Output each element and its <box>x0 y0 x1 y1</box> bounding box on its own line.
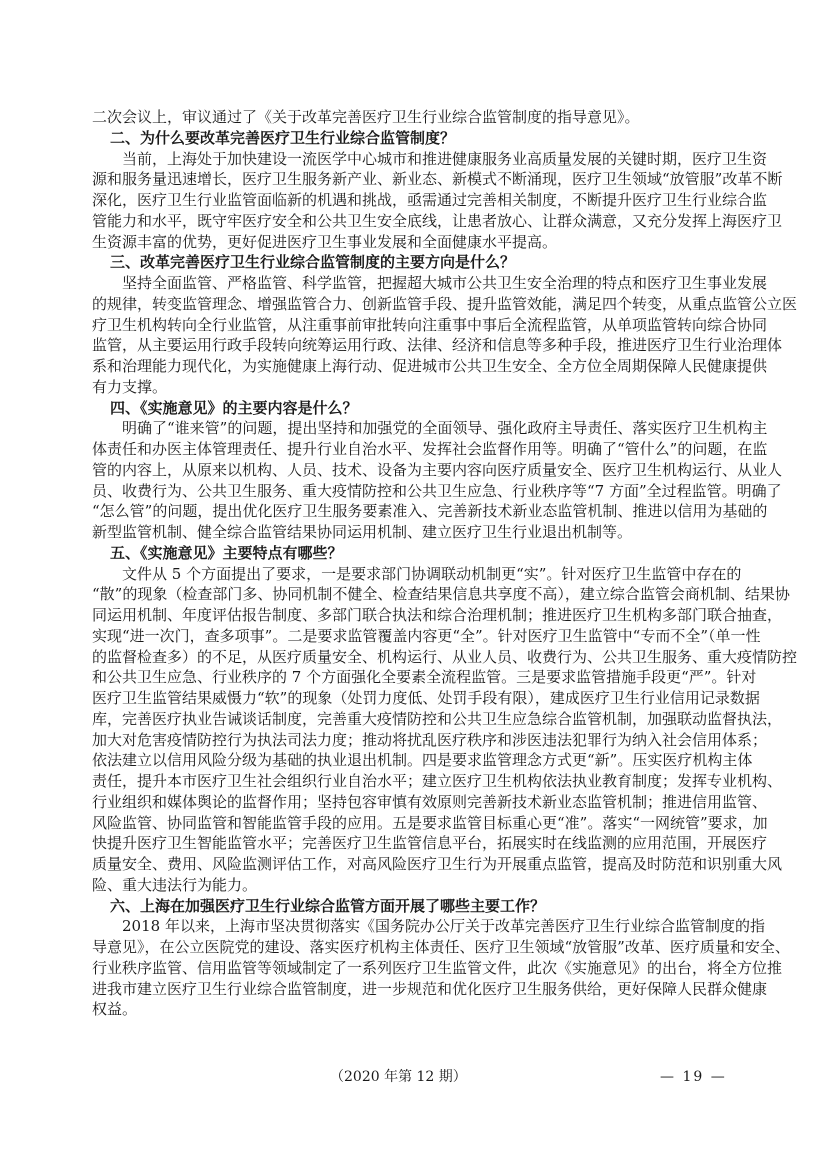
text-line: 权益。 <box>92 1000 138 1019</box>
text-line: 同运用机制、年度评估报告制度、多部门联合执法和综合治理机制；推进医疗卫生机构多部门联合抽查， <box>92 606 783 624</box>
section-heading: 二、为什么要改革完善医疗卫生行业综合监管制度？ <box>110 128 456 147</box>
text-line: 员、收费行为、公共卫生服务、重大疫情防控和公共卫生应急、行业秩序等“7 方面”全过程监管。明确了 <box>92 481 782 500</box>
text-line: 风险监管、协同监管和智能监管手段的应用。五是要求监管目标重心更“准”。落实“一网统管”要求，加 <box>92 813 768 832</box>
paragraph <box>92 418 783 543</box>
text-line: 库，完善医疗执业告诫谈话制度，完善重大疫情防控和公共卫生应急综合监管机制，加强联动监督执法， <box>92 709 783 728</box>
text-line: 系和治理能力现代化，为实施健康上海行动、促进城市公共卫生安全、全方位全周期保障人民健康提供 <box>92 357 768 375</box>
text-line: 加大对危害疫情防控行为执法司法力度；推动将扰乱医疗秩序和涉医违法犯罪行为纳入社会信用体系； <box>92 730 768 749</box>
paragraph <box>92 273 798 398</box>
paragraph <box>92 149 783 253</box>
paragraph <box>92 916 790 1020</box>
text-line: 疗卫生机构转向全行业监管，从注重事前审批转向注重事中事后全流程监管，从单项监管转向综合协同 <box>92 315 768 334</box>
document-body <box>92 107 798 1020</box>
text-line: 医疗卫生监管结果威慑力“软”的现象（处罚力度低、处罚手段有限），建成医疗卫生行业信用记录数据 <box>92 689 760 707</box>
text-line: 深化，医疗卫生行业监管面临新的机遇和挑战，亟需通过完善相关制度，不断提升医疗卫生行业综合监 <box>92 191 768 209</box>
section-heading: 四、《实施意见》的主要内容是什么？ <box>110 398 358 417</box>
text-line: 行业组织和媒体舆论的监督作用；坚持包容审慎有效原则完善新技术新业态监管机制；推进信用监管、 <box>92 792 768 811</box>
text-line: 进我市建立医疗卫生行业综合监管制度，进一步规范和优化医疗卫生服务供给，更好保障人民群众健康 <box>92 979 768 998</box>
text-line: 当前，上海处于加快建设一流医学中心城市和推进健康服务业高质量发展的关键时期，医疗卫生资 <box>122 149 768 168</box>
text-line: 依法建立以信用风险分级为基础的执业退出机制。四是要求监管理念方式更“新”。压实医疗机构主体 <box>92 751 753 770</box>
text-line: 新型监管机制、健全综合监管结果协同运用机制、建立医疗卫生行业退出机制等。 <box>92 523 633 541</box>
text-line: “怎么管”的问题，提出优化医疗卫生服务要素准入、完善新技术新业态监管机制、推进以信用为基础的 <box>92 502 768 521</box>
section-heading: 六、上海在加强医疗卫生行业综合监管方面开展了哪些主要工作？ <box>110 896 546 915</box>
text-line: 文件从 5 个方面提出了要求，一是要求部门协调联动机制更“实”。针对医疗卫生监管中存在的 <box>122 564 742 583</box>
text-line: 生资源丰富的优势，更好促进医疗卫生事业发展和全面健康水平提高。 <box>92 232 558 251</box>
text-line: 责任，提升本市医疗卫生社会组织行业自治水平；建立医疗卫生机构依法执业教育制度；发挥专业机构、 <box>92 772 783 790</box>
text-line: 体责任和办医主体管理责任、提升行业自治水平、发挥社会监督作用等。明确了“管什么”的问题，在监 <box>92 440 768 458</box>
text-line: 实现“进一次门，查多项事”。二是要求监管覆盖内容更“全”。针对医疗卫生监管中“专而不全”（单一性 <box>92 626 761 645</box>
issue-label: （2020 年第 12 期） <box>330 1069 467 1085</box>
text-line: 险、重大违法行为能力。 <box>92 875 258 894</box>
text-line: 快提升医疗卫生智能监管水平；完善医疗卫生监管信息平台，拓展实时在线监测的应用范围，开展医疗 <box>92 834 768 853</box>
paragraph <box>92 564 798 896</box>
text-line: 2018 年以来，上海市坚决贯彻落实《国务院办公厅关于改革完善医疗卫生行业综合监管制度的指 <box>122 917 765 936</box>
page-footer <box>0 1066 827 1088</box>
text-line: 坚持全面监管、严格监管、科学监管，把握超大城市公共卫生安全治理的特点和医疗卫生事业发展 <box>122 274 768 292</box>
text-line: 管的内容上，从原来以机构、人员、技术、设备为主要内容向医疗质量安全、医疗卫生机构运行、从业人 <box>92 460 783 479</box>
page-number: — 19 — <box>660 1069 727 1085</box>
text-line: “散”的现象（检查部门多、协同机制不健全、检查结果信息共享度不高），建立综合监管会商机制、结果协 <box>92 585 790 604</box>
text-line: 监管，从主要运用行政手段转向统筹运用行政、法律、经济和信息等多种手段，推进医疗卫生行业治理体 <box>92 336 783 355</box>
text-line: 明确了“谁来管”的问题，提出坚持和加强党的全面领导、强化政府主导责任、落实医疗卫生机构主 <box>122 419 768 438</box>
text-line: 导意见》，在公立医院党的建设、落实医疗机构主体责任、医疗卫生领域“放管服”改革、医疗质量和安全、 <box>92 938 790 956</box>
text-line: 源和服务量迅速增长，医疗卫生服务新产业、新业态、新模式不断涌现，医疗卫生领域“放管服”改革不断 <box>92 170 783 189</box>
text-line: 行业秩序监管、信用监管等领域制定了一系列医疗卫生监管文件，此次《实施意见》的出台，将全方位推 <box>92 958 783 977</box>
paragraph <box>92 107 735 128</box>
section-heading: 五、《实施意见》主要特点有哪些？ <box>110 543 343 562</box>
text-line: 二次会议上，审议通过了《关于改革完善医疗卫生行业综合监管制度的指导意见》。 <box>92 108 640 126</box>
text-line: 和公共卫生应急、行业秩序的 7 个方面强化全要素全流程监管。三是要求监管措施手段更“严”。针对 <box>92 668 757 687</box>
text-line: 有力支撑。 <box>92 377 168 396</box>
section-heading: 三、改革完善医疗卫生行业综合监管制度的主要方向是什么？ <box>110 253 516 272</box>
text-line: 质量安全、费用、风险监测评估工作，对高风险医疗卫生行为开展重点监管，提高及时防范和识别重大风 <box>92 855 783 873</box>
text-line: 的规律，转变监管理念、增强监管合力、创新监管手段、提升监管效能，满足四个转变，从重点监管公立医 <box>92 294 798 313</box>
text-line: 的监督检查多）的不足，从医疗质量安全、机构运行、从业人员、收费行为、公共卫生服务、重大疫情防控 <box>92 647 798 666</box>
text-line: 管能力和水平，既守牢医疗安全和公共卫生安全底线，让患者放心、让群众满意，又充分发挥上海医疗卫 <box>92 211 783 230</box>
